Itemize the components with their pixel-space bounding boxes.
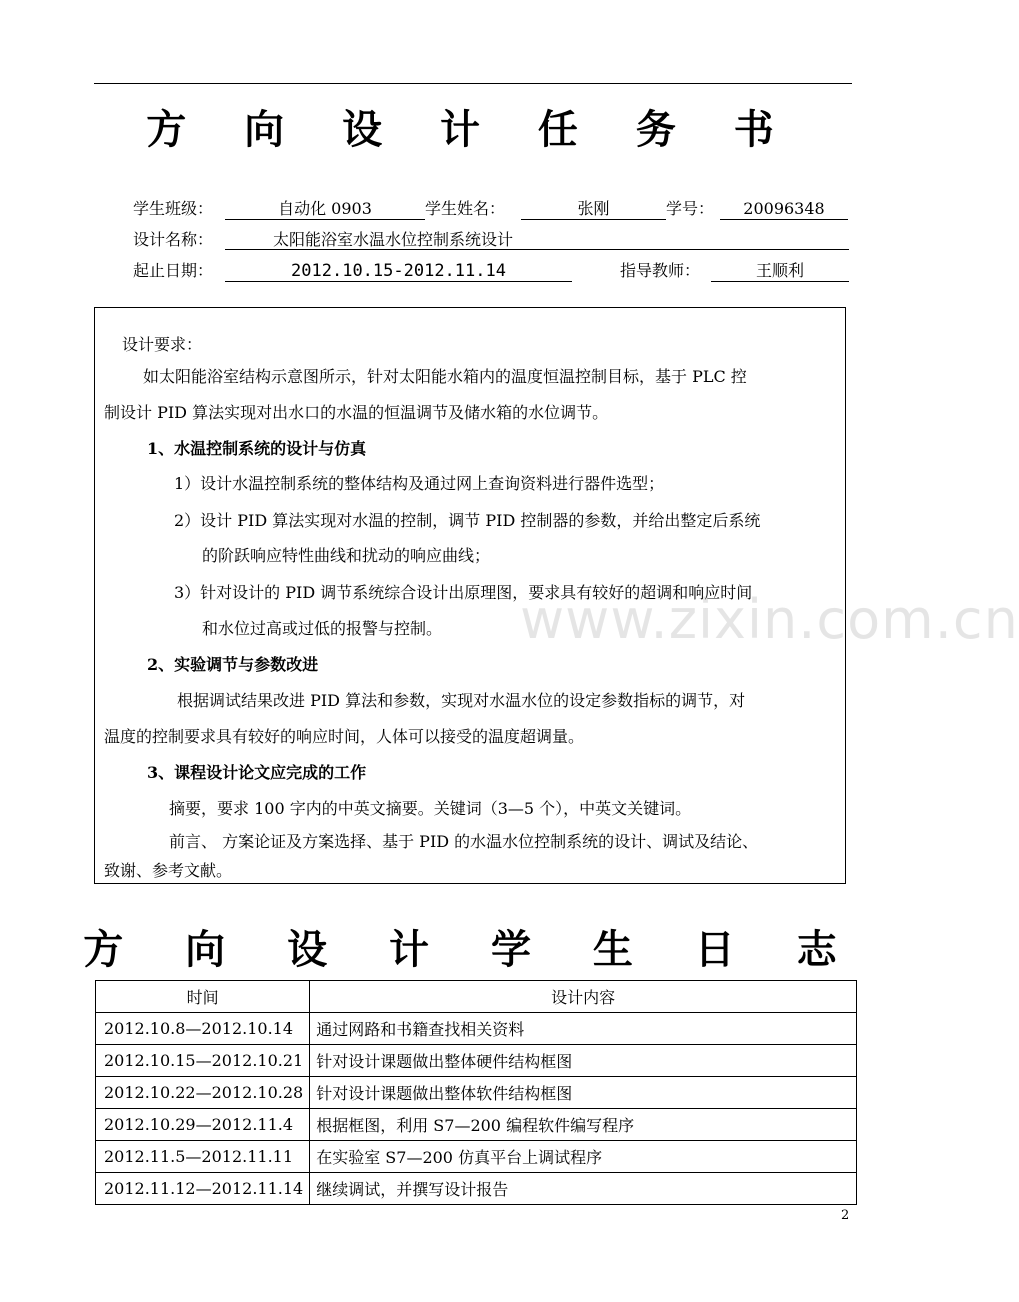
date-value: 2012.10.15-2012.11.14 xyxy=(225,260,572,282)
row-content: 在实验室 S7—200 仿真平台上调试程序 xyxy=(310,1141,857,1173)
item-3-line-2: 和水位过高或过低的报警与控制。 xyxy=(202,619,443,638)
class-value: 自动化 0903 xyxy=(225,198,425,220)
column-header-content: 设计内容 xyxy=(310,981,857,1013)
teacher-value: 王顺利 xyxy=(711,260,849,282)
row-time: 2012.11.12—2012.11.14 xyxy=(96,1173,310,1205)
table-row xyxy=(96,1013,857,1045)
date-label: 起止日期： xyxy=(133,261,214,280)
section-3-para-line-1: 摘要，要求 100 字内的中英文摘要。关键词（3—5 个），中英文关键词。 xyxy=(169,799,692,818)
name-label: 学生姓名： xyxy=(425,199,506,218)
section-2-heading: 2、实验调节与参数改进 xyxy=(147,655,319,674)
row-time: 2012.10.22—2012.10.28 xyxy=(96,1077,310,1109)
item-1: 1）设计水温控制系统的整体结构及通过网上查询资料进行器件选型； xyxy=(174,474,665,493)
item-2-line-1: 2）设计 PID 算法实现对水温的控制，调节 PID 控制器的参数，并给出整定后系统 xyxy=(174,511,761,530)
intro-line-1: 如太阳能浴室结构示意图所示，针对太阳能水箱内的温度恒温控制目标，基于 PLC 控 xyxy=(143,367,747,386)
section-2-para-line-2: 温度的控制要求具有较好的响应时间，人体可以接受的温度超调量。 xyxy=(104,727,585,746)
row-content: 针对设计课题做出整体软件结构框图 xyxy=(310,1077,857,1109)
requirements-heading: 设计要求： xyxy=(122,335,203,354)
watermark: www.zixin.com.cn xyxy=(520,588,1019,651)
design-value: 太阳能浴室水温水位控制系统设计 xyxy=(225,229,849,250)
header-rule xyxy=(94,83,852,84)
row-content: 根据框图，利用 S7—200 编程软件编写程序 xyxy=(310,1109,857,1141)
student-log-table xyxy=(95,980,857,1205)
section-3-para-line-3: 致谢、参考文献。 xyxy=(104,861,233,880)
row-time: 2012.10.8—2012.10.14 xyxy=(96,1013,310,1045)
section-3-para-line-2: 前言、 方案论证及方案选择、基于 PID 的水温水位控制系统的设计、调试及结论、 xyxy=(169,832,759,851)
table-row xyxy=(96,1109,857,1141)
id-value: 20096348 xyxy=(720,198,848,220)
design-label: 设计名称： xyxy=(133,230,214,249)
table-row xyxy=(96,1045,857,1077)
name-value: 张刚 xyxy=(521,198,666,220)
section-3-heading: 3、课程设计论文应完成的工作 xyxy=(147,763,367,782)
row-time: 2012.11.5—2012.11.11 xyxy=(96,1141,310,1173)
table-row xyxy=(96,1141,857,1173)
row-time: 2012.10.15—2012.10.21 xyxy=(96,1045,310,1077)
page-number: 2 xyxy=(841,1208,850,1223)
section-2-para-line-1: 根据调试结果改进 PID 算法和参数，实现对水温水位的设定参数指标的调节，对 xyxy=(177,691,746,710)
id-label: 学号： xyxy=(666,199,715,218)
column-header-time: 时间 xyxy=(96,981,310,1013)
teacher-label: 指导教师： xyxy=(620,261,701,280)
table-header-row xyxy=(96,981,857,1013)
class-label: 学生班级： xyxy=(133,199,214,218)
row-content: 针对设计课题做出整体硬件结构框图 xyxy=(310,1045,857,1077)
row-content: 继续调试，并撰写设计报告 xyxy=(310,1173,857,1205)
page-title: 方 向 设 计 任 务 书 xyxy=(146,106,796,153)
item-2-line-2: 的阶跃响应特性曲线和扰动的响应曲线； xyxy=(202,546,491,565)
section-1-heading: 1、水温控制系统的设计与仿真 xyxy=(147,439,367,458)
table-row xyxy=(96,1173,857,1205)
item-3-line-1: 3）针对设计的 PID 调节系统综合设计出原理图，要求具有较好的超调和响应时间 xyxy=(174,583,753,602)
row-content: 通过网路和书籍查找相关资料 xyxy=(310,1013,857,1045)
table-row xyxy=(96,1077,857,1109)
log-title: 方 向 设 计 学 生 日 志 xyxy=(83,926,861,973)
row-time: 2012.10.29—2012.11.4 xyxy=(96,1109,310,1141)
intro-line-2: 制设计 PID 算法实现对出水口的水温的恒温调节及储水箱的水位调节。 xyxy=(104,403,609,422)
